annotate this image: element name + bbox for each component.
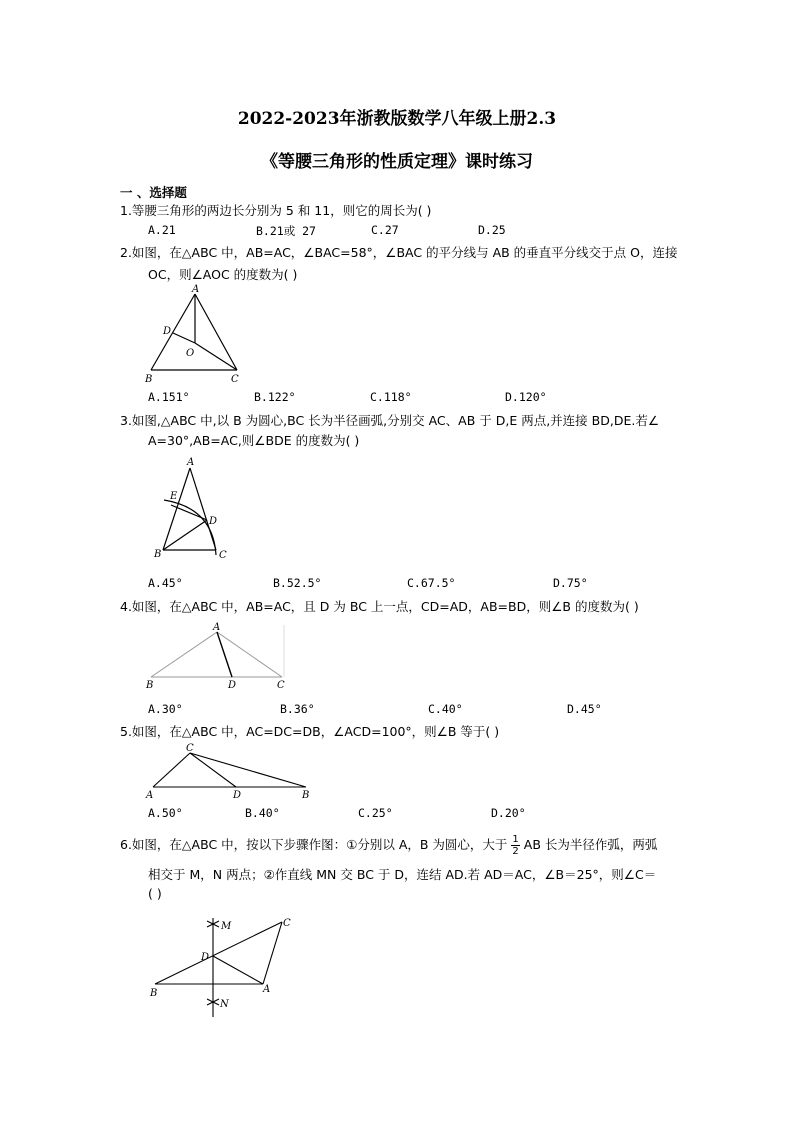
q4-label-b: B	[146, 680, 154, 691]
q1-option-a: A.21	[148, 223, 176, 237]
question-2-text-line1: 2.如图，在△ABC 中，AB=AC，∠BAC=58°，∠BAC 的平分线与 AB 的垂直平分线交于点 O，连接	[120, 245, 678, 260]
q5-option-b: B.40°	[245, 806, 280, 820]
q1-option-d: D.25	[478, 223, 506, 237]
q2-label-c: C	[231, 374, 239, 385]
q4-label-a: A	[213, 622, 221, 633]
q5-label-c: C	[186, 743, 194, 754]
q4-option-a: A.30°	[148, 702, 183, 716]
q2-option-d: D.120°	[505, 390, 547, 404]
q4-label-c: C	[277, 680, 285, 691]
q3-option-a: A.45°	[148, 576, 183, 590]
q2-label-d: D	[163, 326, 172, 337]
question-2-text-line2: OC，则∠AOC 的度数为( )	[148, 267, 298, 282]
q6-label-b: B	[150, 988, 158, 999]
q4-option-d: D.45°	[567, 702, 602, 716]
page-title: 2022-2023年浙教版数学八年级上册2.3	[237, 109, 557, 129]
q5-label-d: D	[233, 790, 242, 801]
question-1-text: 1.等腰三角形的两边长分别为 5 和 11，则它的周长为( )	[120, 203, 432, 218]
q3-label-b: B	[154, 549, 162, 560]
q6-label-c: C	[283, 918, 291, 929]
question-6-text-line2: 相交于 M，N 两点；②作直线 MN 交 BC 于 D，连结 AD.若 AD＝AC，∠B＝25°，则∠C＝	[148, 867, 657, 882]
q6-line1-post: AB 长为半径作弧，两弧	[523, 837, 658, 852]
q6-label-a: A	[263, 984, 271, 995]
q3-label-e: E	[170, 491, 178, 502]
q4-option-b: B.36°	[280, 702, 315, 716]
q2-option-b: B.122°	[254, 390, 296, 404]
q5-label-b: B	[302, 790, 310, 801]
q2-label-a: A	[192, 284, 200, 295]
q3-label-c: C	[219, 550, 227, 561]
section-heading: 一 、选择题	[120, 185, 187, 200]
q5-label-a: A	[146, 790, 154, 801]
q4-label-d: D	[228, 680, 237, 691]
question-3-text-line1: 3.如图,△ABC 中,以 B 为圆心,BC 长为半径画弧,分别交 AC、AB 于 D,E 两点,并连接 BD,DE.若∠	[120, 413, 660, 428]
q3-label-a: A	[187, 457, 195, 468]
q2-option-c: C.118°	[370, 390, 412, 404]
q1-option-b: B.21或 27	[256, 224, 316, 238]
q3-label-d: D	[209, 516, 218, 527]
question-4-text: 4.如图，在△ABC 中，AB=AC，且 D 为 BC 上一点，CD=AD，AB=BD，则∠B 的度数为( )	[120, 599, 639, 614]
q1-option-c: C.27	[371, 223, 399, 237]
q5-option-c: C.25°	[358, 806, 393, 820]
fraction-numerator: 1	[512, 834, 519, 845]
q3-option-c: C.67.5°	[407, 576, 456, 590]
q6-label-m: M	[221, 921, 232, 932]
q2-option-a: A.151°	[148, 390, 190, 404]
q5-option-a: A.50°	[148, 806, 183, 820]
q6-label-n: N	[220, 999, 229, 1010]
question-3-text-line2: A=30°,AB=AC,则∠BDE 的度数为( )	[148, 433, 360, 448]
q3-option-b: B.52.5°	[273, 576, 322, 590]
question-6-text-line3: ( )	[148, 886, 162, 901]
q3-option-d: D.75°	[553, 576, 588, 590]
q2-label-b: B	[145, 374, 153, 385]
fraction-denominator: 2	[512, 846, 519, 857]
q2-label-o: O	[186, 348, 195, 359]
question-5-text: 5.如图，在△ABC 中，AC=DC=DB，∠ACD=100°，则∠B 等于( )	[120, 724, 500, 739]
q4-option-c: C.40°	[428, 702, 463, 716]
q5-option-d: D.20°	[491, 806, 526, 820]
page-subtitle: 《等腰三角形的性质定理》课时练习	[261, 152, 533, 172]
q6-label-d: D	[201, 952, 210, 963]
q6-line1-pre: 6.如图，在△ABC 中，按以下步骤作图：①分别以 A，B 为圆心，大于	[120, 837, 508, 852]
